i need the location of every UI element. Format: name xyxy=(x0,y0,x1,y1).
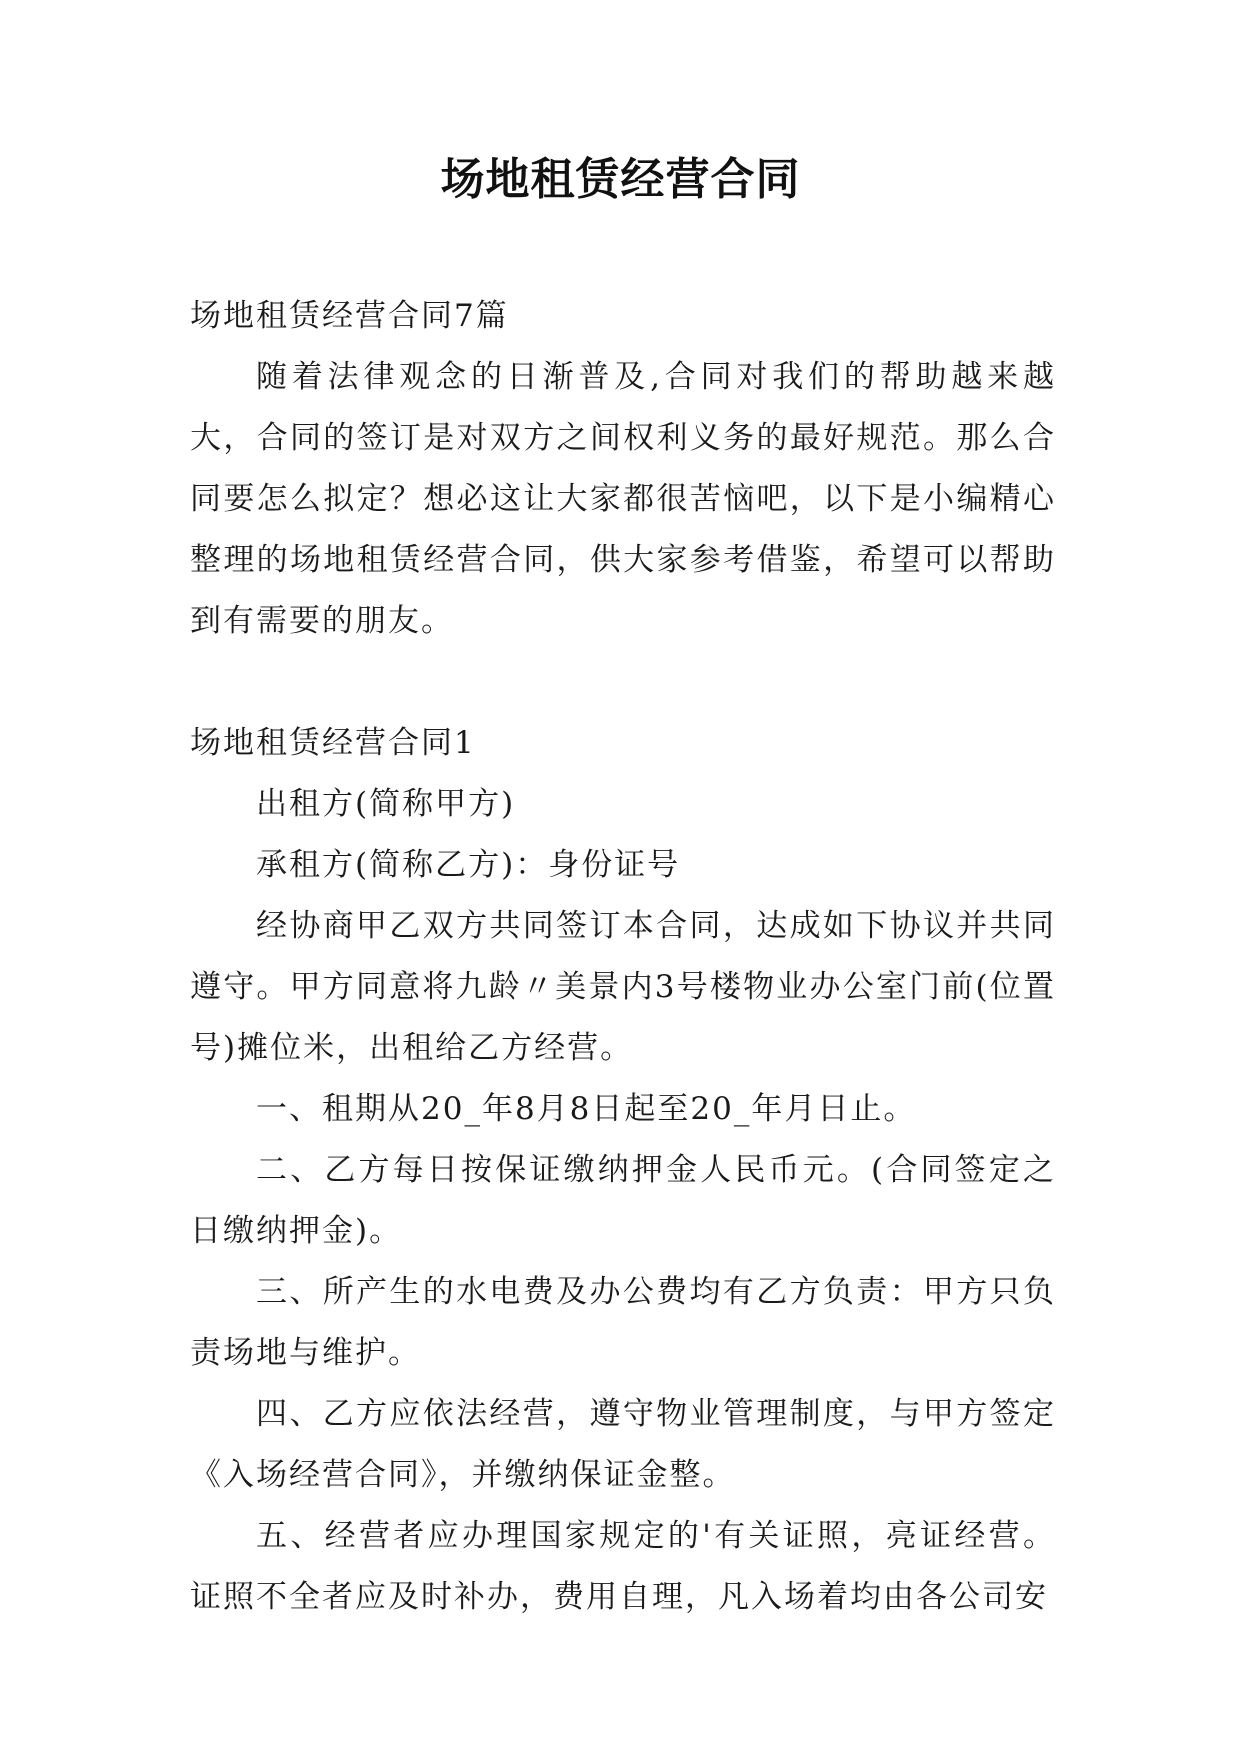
lessee-line: 承租方(简称乙方)：身份证号 xyxy=(256,847,681,883)
document-subtitle: 场地租赁经营合同7篇 xyxy=(190,298,509,334)
clause-4: 四、乙方应依法经营，遵守物业管理制度，与甲方签定《入场经营合同》，并缴纳保证金整。 xyxy=(190,1396,1056,1493)
section-heading: 场地租赁经营合同1 xyxy=(190,725,476,761)
clause-3: 三、所产生的水电费及办公费均有乙方负责：甲方只负责场地与维护。 xyxy=(190,1274,1056,1371)
section-spacer xyxy=(190,652,1056,713)
agreement-paragraph: 经协商甲乙双方共同签订本合同，达成如下协议并共同遵守。甲方同意将九龄〃美景内3号楼物业办公室门前(位置号)摊位米，出租给乙方经营。 xyxy=(190,908,1056,1066)
intro-paragraph: 随着法律观念的日渐普及,合同对我们的帮助越来越大，合同的签订是对双方之间权利义务的最好规范。那么合同要怎么拟定？想必这让大家都很苦恼吧，以下是小编精心整理的场地租赁经营合同，供大家参考借鉴，希望可以帮助到有需要的朋友。 xyxy=(190,359,1056,639)
document-body xyxy=(190,286,1056,1628)
lessor-line: 出租方(简称甲方) xyxy=(256,786,516,822)
clause-1: 一、租期从20_年8月8日起至20_年月日止。 xyxy=(256,1091,917,1127)
clause-5: 五、经营者应办理国家规定的'有关证照，亮证经营。证照不全者应及时补办，费用自理，凡入场着均由各公司安 xyxy=(190,1518,1056,1615)
clause-2: 二、乙方每日按保证缴纳押金人民币元。(合同签定之日缴纳押金)。 xyxy=(190,1152,1056,1249)
document-title: 场地租赁经营合同 xyxy=(440,154,801,205)
